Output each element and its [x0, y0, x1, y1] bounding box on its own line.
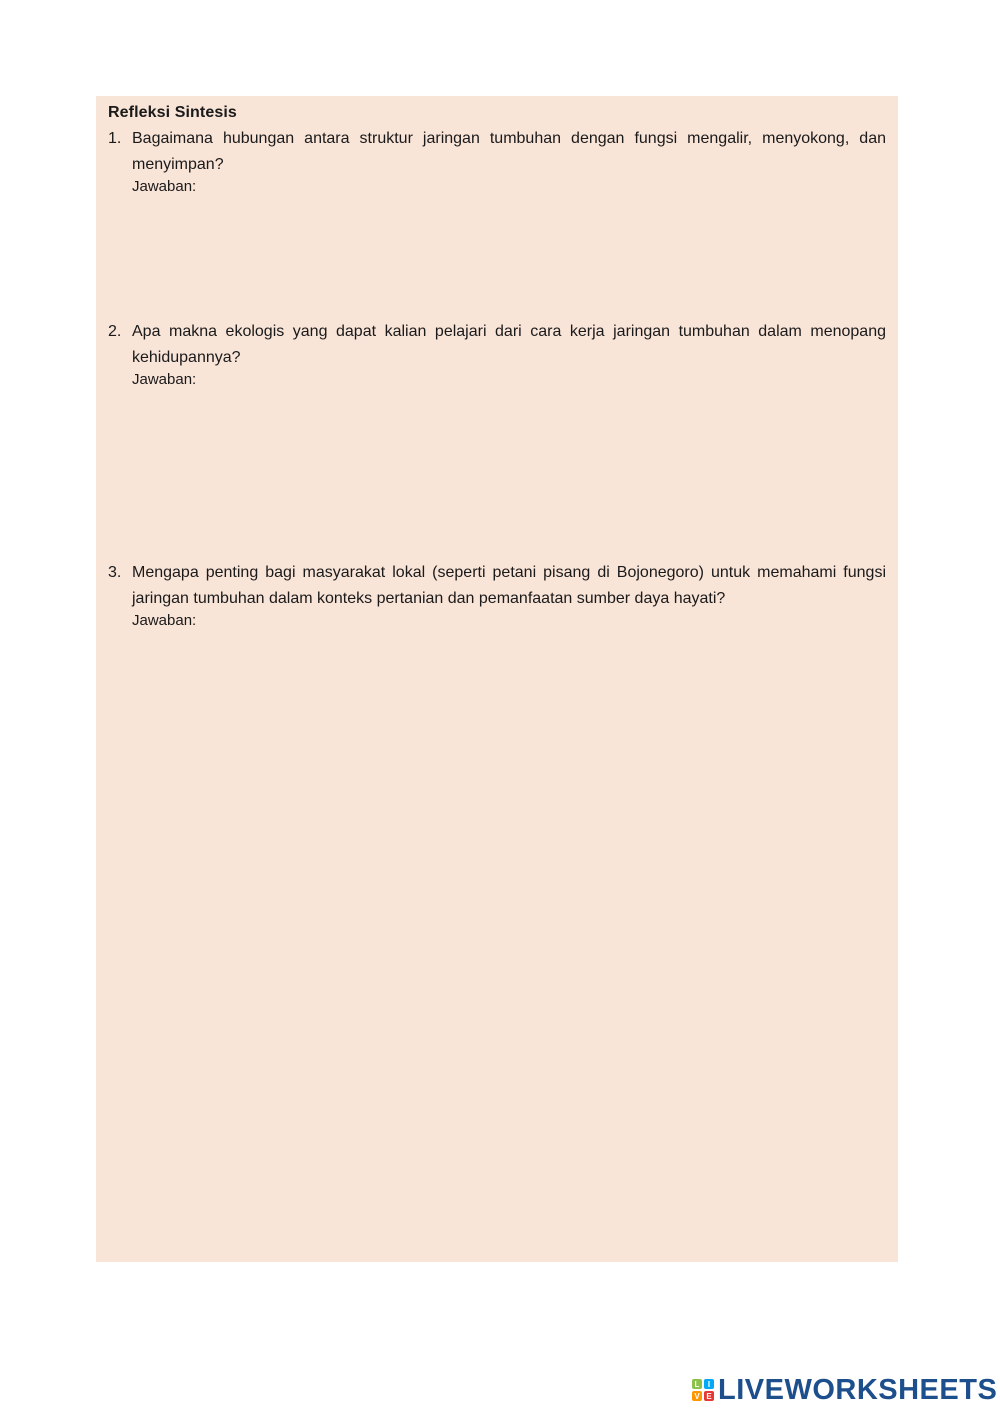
question-number: 3.	[108, 564, 122, 581]
answer-label: Jawaban:	[132, 612, 197, 629]
question-3	[108, 560, 886, 1232]
logo-letter-l: L	[692, 1379, 702, 1389]
question-number: 1.	[108, 130, 122, 147]
section-title: Refleksi Sintesis	[108, 104, 237, 121]
reflection-panel	[96, 96, 898, 1262]
logo-letter-v: V	[692, 1391, 702, 1401]
question-text: Bagaimana hubungan antara struktur jaringan tumbuhan dengan fungsi mengalir, menyokong, dan menyimpan?	[132, 130, 886, 173]
logo-letter-e: E	[704, 1391, 714, 1401]
question-1	[108, 126, 886, 328]
answer-field-3[interactable]	[132, 632, 886, 1232]
question-text: Mengapa penting bagi masyarakat lokal (seperti petani pisang di Bojonegoro) untuk memahami fungsi jaringan tumbuhan dalam konteks pertanian dan pemanfaatan sumber daya hayati?	[132, 564, 886, 607]
answer-field-2[interactable]	[132, 391, 886, 561]
question-number: 2.	[108, 323, 122, 340]
liveworksheets-logo-icon	[692, 1379, 714, 1401]
question-text: Apa makna ekologis yang dapat kalian pelajari dari cara kerja jaringan tumbuhan dalam menopang kehidupannya?	[132, 323, 886, 366]
question-2	[108, 319, 886, 561]
logo-letter-i: I	[704, 1379, 714, 1389]
answer-label: Jawaban:	[132, 178, 197, 195]
answer-label: Jawaban:	[132, 371, 197, 388]
answer-field-1[interactable]	[132, 198, 886, 328]
liveworksheets-brand	[692, 1374, 997, 1406]
brand-name: LIVEWORKSHEETS	[718, 1373, 998, 1406]
